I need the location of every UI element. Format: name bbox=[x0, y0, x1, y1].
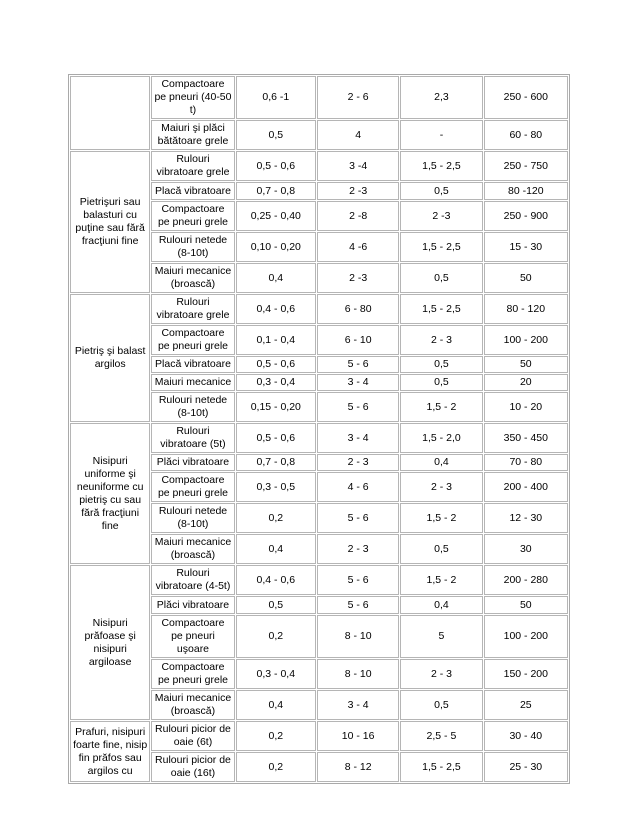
value-cell: 0,2 bbox=[236, 503, 316, 533]
value-cell: 2 - 6 bbox=[317, 76, 399, 119]
value-cell: 50 bbox=[484, 356, 568, 373]
equipment-cell: Rulouri vibratoare (5t) bbox=[151, 423, 234, 453]
value-cell: 70 - 80 bbox=[484, 454, 568, 471]
value-cell: 8 - 10 bbox=[317, 659, 399, 689]
value-cell: 4 -6 bbox=[317, 232, 399, 262]
value-cell: 100 - 200 bbox=[484, 615, 568, 658]
equipment-cell: Compactoare pe pneuri grele bbox=[151, 659, 234, 689]
value-cell: 0,5 bbox=[400, 182, 482, 200]
equipment-cell: Maiuri mecanice (broască) bbox=[151, 263, 234, 293]
equipment-cell: Plăci vibratoare bbox=[151, 596, 234, 614]
value-cell: 0,5 bbox=[236, 596, 316, 614]
table-row bbox=[70, 294, 568, 324]
equipment-cell: Placă vibratoare bbox=[151, 182, 234, 200]
value-cell: 0,4 bbox=[236, 263, 316, 293]
value-cell: 1,5 - 2,5 bbox=[400, 151, 482, 181]
value-cell: 4 bbox=[317, 120, 399, 150]
value-cell: 50 bbox=[484, 596, 568, 614]
value-cell: 5 - 6 bbox=[317, 392, 399, 422]
value-cell: 5 - 6 bbox=[317, 503, 399, 533]
equipment-cell: Maiuri mecanice (broască) bbox=[151, 690, 234, 720]
equipment-cell: Maiuri mecanice (broască) bbox=[151, 534, 234, 564]
equipment-cell: Rulouri vibratoare grele bbox=[151, 294, 234, 324]
value-cell: 0,5 bbox=[400, 356, 482, 373]
table-row bbox=[70, 721, 568, 751]
soil-type-cell: Pietrişuri sau balasturi cu puţine sau fără fracţiuni fine bbox=[70, 151, 150, 293]
value-cell: 8 - 12 bbox=[317, 752, 399, 782]
value-cell: 5 - 6 bbox=[317, 565, 399, 595]
value-cell: 25 bbox=[484, 690, 568, 720]
value-cell: 0,10 - 0,20 bbox=[236, 232, 316, 262]
value-cell: 0,4 bbox=[236, 690, 316, 720]
value-cell: 50 bbox=[484, 263, 568, 293]
value-cell: 0,2 bbox=[236, 615, 316, 658]
value-cell: 100 - 200 bbox=[484, 325, 568, 355]
value-cell: 350 - 450 bbox=[484, 423, 568, 453]
value-cell: 80 - 120 bbox=[484, 294, 568, 324]
equipment-cell: Rulouri vibratoare grele bbox=[151, 151, 234, 181]
value-cell: 0,5 bbox=[400, 263, 482, 293]
compaction-table bbox=[68, 74, 570, 784]
equipment-cell: Maiuri mecanice bbox=[151, 374, 234, 391]
value-cell: 0,4 bbox=[400, 596, 482, 614]
value-cell: 2 -8 bbox=[317, 201, 399, 231]
value-cell: 2 - 3 bbox=[317, 534, 399, 564]
value-cell: 2 - 3 bbox=[317, 454, 399, 471]
value-cell: 30 - 40 bbox=[484, 721, 568, 751]
value-cell: 2 -3 bbox=[317, 263, 399, 293]
value-cell: 1,5 - 2,5 bbox=[400, 752, 482, 782]
value-cell: 0,4 bbox=[236, 534, 316, 564]
value-cell: 8 - 10 bbox=[317, 615, 399, 658]
value-cell: 3 - 4 bbox=[317, 374, 399, 391]
value-cell: 0,5 - 0,6 bbox=[236, 151, 316, 181]
equipment-cell: Compactoare pe pneuri grele bbox=[151, 472, 234, 502]
value-cell: 80 -120 bbox=[484, 182, 568, 200]
soil-type-cell bbox=[70, 76, 150, 150]
value-cell: 0,5 bbox=[400, 534, 482, 564]
value-cell: 0,5 - 0,6 bbox=[236, 356, 316, 373]
value-cell: 20 bbox=[484, 374, 568, 391]
table-row bbox=[70, 565, 568, 595]
value-cell: 2 - 3 bbox=[400, 325, 482, 355]
value-cell: 0,5 bbox=[236, 120, 316, 150]
value-cell: 0,3 - 0,4 bbox=[236, 659, 316, 689]
value-cell: 200 - 400 bbox=[484, 472, 568, 502]
equipment-cell: Plăci vibratoare bbox=[151, 454, 234, 471]
value-cell: 0,5 - 0,6 bbox=[236, 423, 316, 453]
value-cell: 5 - 6 bbox=[317, 596, 399, 614]
value-cell: 2 - 3 bbox=[400, 472, 482, 502]
value-cell: 6 - 80 bbox=[317, 294, 399, 324]
value-cell: 0,5 bbox=[400, 690, 482, 720]
value-cell: 0,4 - 0,6 bbox=[236, 294, 316, 324]
value-cell: 30 bbox=[484, 534, 568, 564]
equipment-cell: Compactoare pe pneuri uşoare bbox=[151, 615, 234, 658]
value-cell: 2 - 3 bbox=[400, 659, 482, 689]
value-cell: 2 -3 bbox=[400, 201, 482, 231]
value-cell: 3 - 4 bbox=[317, 690, 399, 720]
value-cell: 200 - 280 bbox=[484, 565, 568, 595]
value-cell: - bbox=[400, 120, 482, 150]
equipment-cell: Rulouri netede (8-10t) bbox=[151, 232, 234, 262]
value-cell: 0,4 - 0,6 bbox=[236, 565, 316, 595]
value-cell: 5 - 6 bbox=[317, 356, 399, 373]
value-cell: 3 - 4 bbox=[317, 423, 399, 453]
value-cell: 1,5 - 2,5 bbox=[400, 232, 482, 262]
value-cell: 0,1 - 0,4 bbox=[236, 325, 316, 355]
value-cell: 0,15 - 0,20 bbox=[236, 392, 316, 422]
value-cell: 1,5 - 2 bbox=[400, 565, 482, 595]
value-cell: 0,3 - 0,5 bbox=[236, 472, 316, 502]
equipment-cell: Placă vibratoare bbox=[151, 356, 234, 373]
value-cell: 0,2 bbox=[236, 721, 316, 751]
value-cell: 0,7 - 0,8 bbox=[236, 454, 316, 471]
equipment-cell: Rulouri vibratoare (4-5t) bbox=[151, 565, 234, 595]
value-cell: 2 -3 bbox=[317, 182, 399, 200]
table-row bbox=[70, 151, 568, 181]
soil-type-cell: Prafuri, nisipuri foarte fine, nisip fin prăfos sau argilos cu bbox=[70, 721, 150, 782]
table-body bbox=[70, 76, 568, 782]
value-cell: 0,6 -1 bbox=[236, 76, 316, 119]
equipment-cell: Maiuri şi plăci bătătoare grele bbox=[151, 120, 234, 150]
value-cell: 10 - 16 bbox=[317, 721, 399, 751]
equipment-cell: Rulouri picior de oaie (16t) bbox=[151, 752, 234, 782]
equipment-cell: Compactoare pe pneuri (40-50 t) bbox=[151, 76, 234, 119]
value-cell: 1,5 - 2 bbox=[400, 392, 482, 422]
value-cell: 2,5 - 5 bbox=[400, 721, 482, 751]
equipment-cell: Rulouri netede (8-10t) bbox=[151, 392, 234, 422]
table-row bbox=[70, 76, 568, 119]
value-cell: 15 - 30 bbox=[484, 232, 568, 262]
soil-type-cell: Nisipuri uniforme şi neuniforme cu pietriş cu sau fără fracţiuni fine bbox=[70, 423, 150, 564]
equipment-cell: Rulouri netede (8-10t) bbox=[151, 503, 234, 533]
value-cell: 10 - 20 bbox=[484, 392, 568, 422]
value-cell: 2,3 bbox=[400, 76, 482, 119]
value-cell: 60 - 80 bbox=[484, 120, 568, 150]
equipment-cell: Compactoare pe pneuri grele bbox=[151, 201, 234, 231]
value-cell: 250 - 600 bbox=[484, 76, 568, 119]
value-cell: 0,3 - 0,4 bbox=[236, 374, 316, 391]
value-cell: 250 - 750 bbox=[484, 151, 568, 181]
value-cell: 150 - 200 bbox=[484, 659, 568, 689]
value-cell: 0,25 - 0,40 bbox=[236, 201, 316, 231]
value-cell: 4 - 6 bbox=[317, 472, 399, 502]
equipment-cell: Compactoare pe pneuri grele bbox=[151, 325, 234, 355]
value-cell: 0,2 bbox=[236, 752, 316, 782]
value-cell: 0,4 bbox=[400, 454, 482, 471]
value-cell: 1,5 - 2 bbox=[400, 503, 482, 533]
value-cell: 0,7 - 0,8 bbox=[236, 182, 316, 200]
value-cell: 1,5 - 2,5 bbox=[400, 294, 482, 324]
value-cell: 250 - 900 bbox=[484, 201, 568, 231]
equipment-cell: Rulouri picior de oaie (6t) bbox=[151, 721, 234, 751]
value-cell: 0,5 bbox=[400, 374, 482, 391]
value-cell: 3 -4 bbox=[317, 151, 399, 181]
soil-type-cell: Pietriş şi balast argilos bbox=[70, 294, 150, 422]
value-cell: 6 - 10 bbox=[317, 325, 399, 355]
soil-type-cell: Nisipuri prăfoase şi nisipuri argiloase bbox=[70, 565, 150, 720]
table-row bbox=[70, 423, 568, 453]
value-cell: 12 - 30 bbox=[484, 503, 568, 533]
value-cell: 1,5 - 2,0 bbox=[400, 423, 482, 453]
value-cell: 25 - 30 bbox=[484, 752, 568, 782]
value-cell: 5 bbox=[400, 615, 482, 658]
